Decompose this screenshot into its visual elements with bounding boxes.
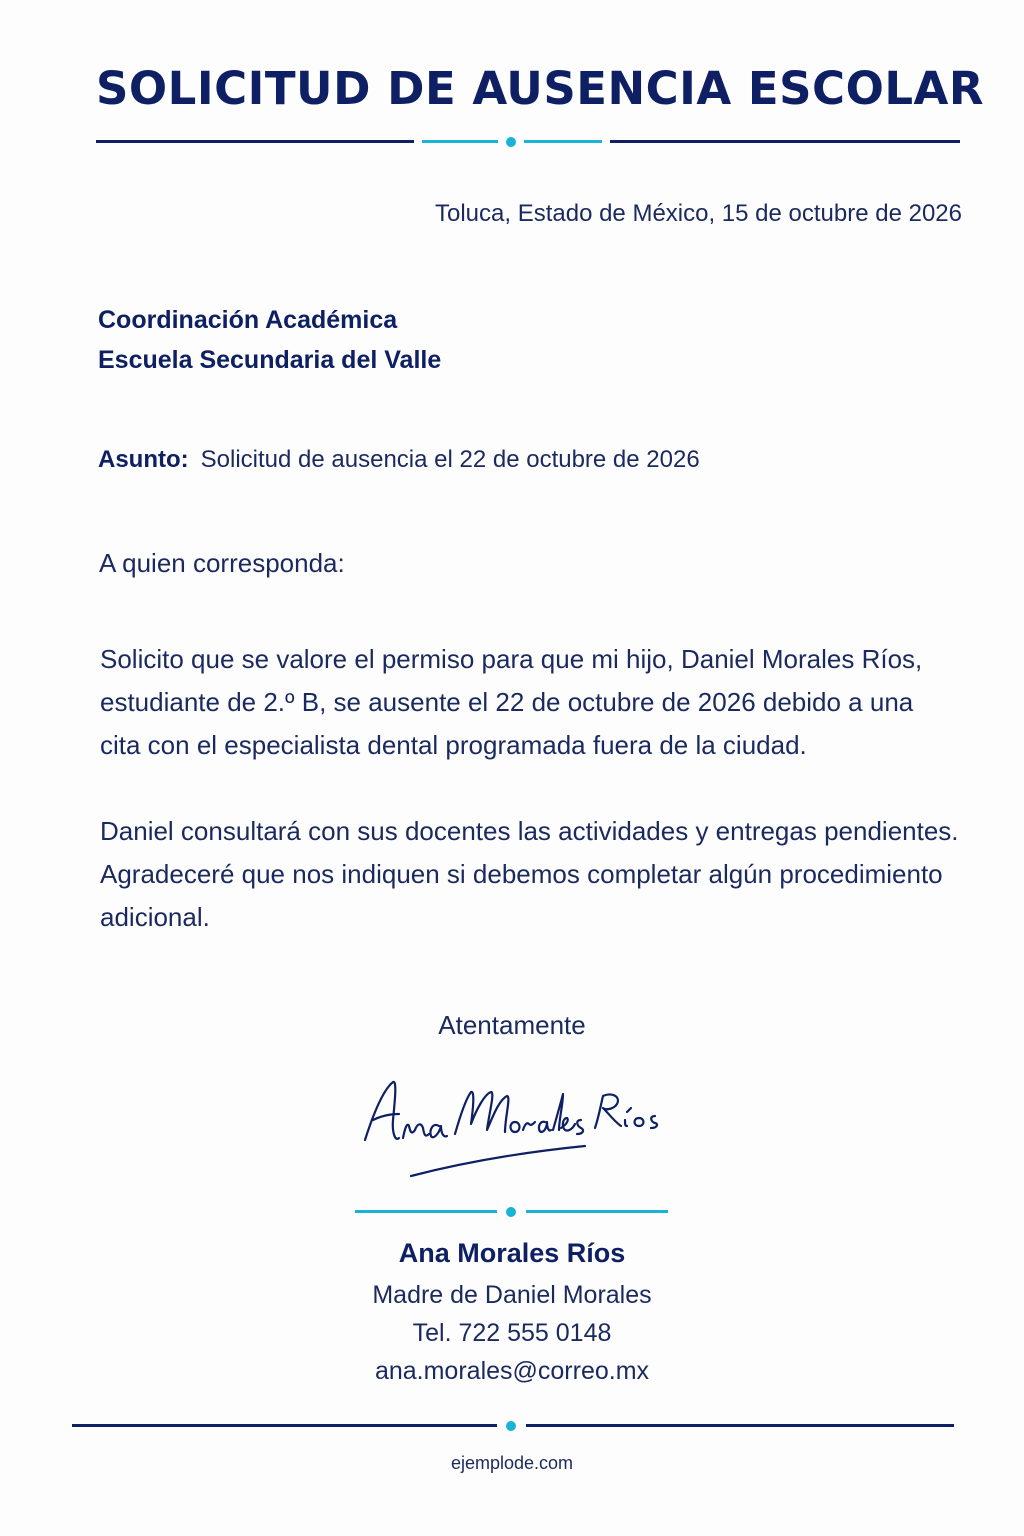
subject-label: Asunto: (98, 446, 189, 473)
footer-rule-left (72, 1424, 497, 1427)
subject-text: Solicitud de ausencia el 22 de octubre de 2026 (200, 446, 700, 473)
salutation: A quien corresponda: (99, 548, 345, 578)
header-rule-right (610, 140, 960, 143)
recipient-school: Escuela Secundaria del Valle (98, 346, 442, 374)
header-rule-accent-right (524, 140, 602, 143)
footer-rule-right (526, 1424, 954, 1427)
body-paragraph-2: Daniel consultará con sus docentes las actividades y entregas pendientes. Agradeceré que nos indiquen si debemos completar algún procedimiento adicional. (100, 816, 959, 932)
header-rule-dot (506, 137, 516, 147)
header-rule-accent-left (422, 140, 498, 143)
signature-rule-dot (506, 1207, 516, 1217)
document-title: SOLICITUD DE AUSENCIA ESCOLAR (95, 62, 984, 115)
footer-site: ejemplode.com (450, 1453, 574, 1473)
signature-rule-right (526, 1210, 668, 1213)
recipient-department: Coordinación Académica (98, 306, 398, 334)
recipient-block (98, 300, 441, 380)
subject-line (98, 446, 700, 474)
signer-email: ana.morales@correo.mx (374, 1357, 650, 1385)
signer-role: Madre de Daniel Morales (372, 1281, 652, 1309)
handwritten-signature (355, 1060, 675, 1190)
footer-rule-dot (506, 1421, 516, 1431)
header-rule-left (96, 140, 414, 143)
signer-name: Ana Morales Ríos (398, 1238, 626, 1268)
date-line: Toluca, Estado de México, 15 de octubre de 2026 (434, 200, 962, 227)
signature-rule-left (355, 1210, 497, 1213)
closing: Atentamente (438, 1010, 586, 1040)
signer-phone: Tel. 722 555 0148 (412, 1319, 612, 1347)
body-paragraph-1: Solicito que se valore el permiso para que mi hijo, Daniel Morales Ríos, estudiante de 2.º B, se ausente el 22 de octubre de 2026 debido a una cita con el especialista dental programada fuera de la ciudad. (100, 644, 923, 760)
